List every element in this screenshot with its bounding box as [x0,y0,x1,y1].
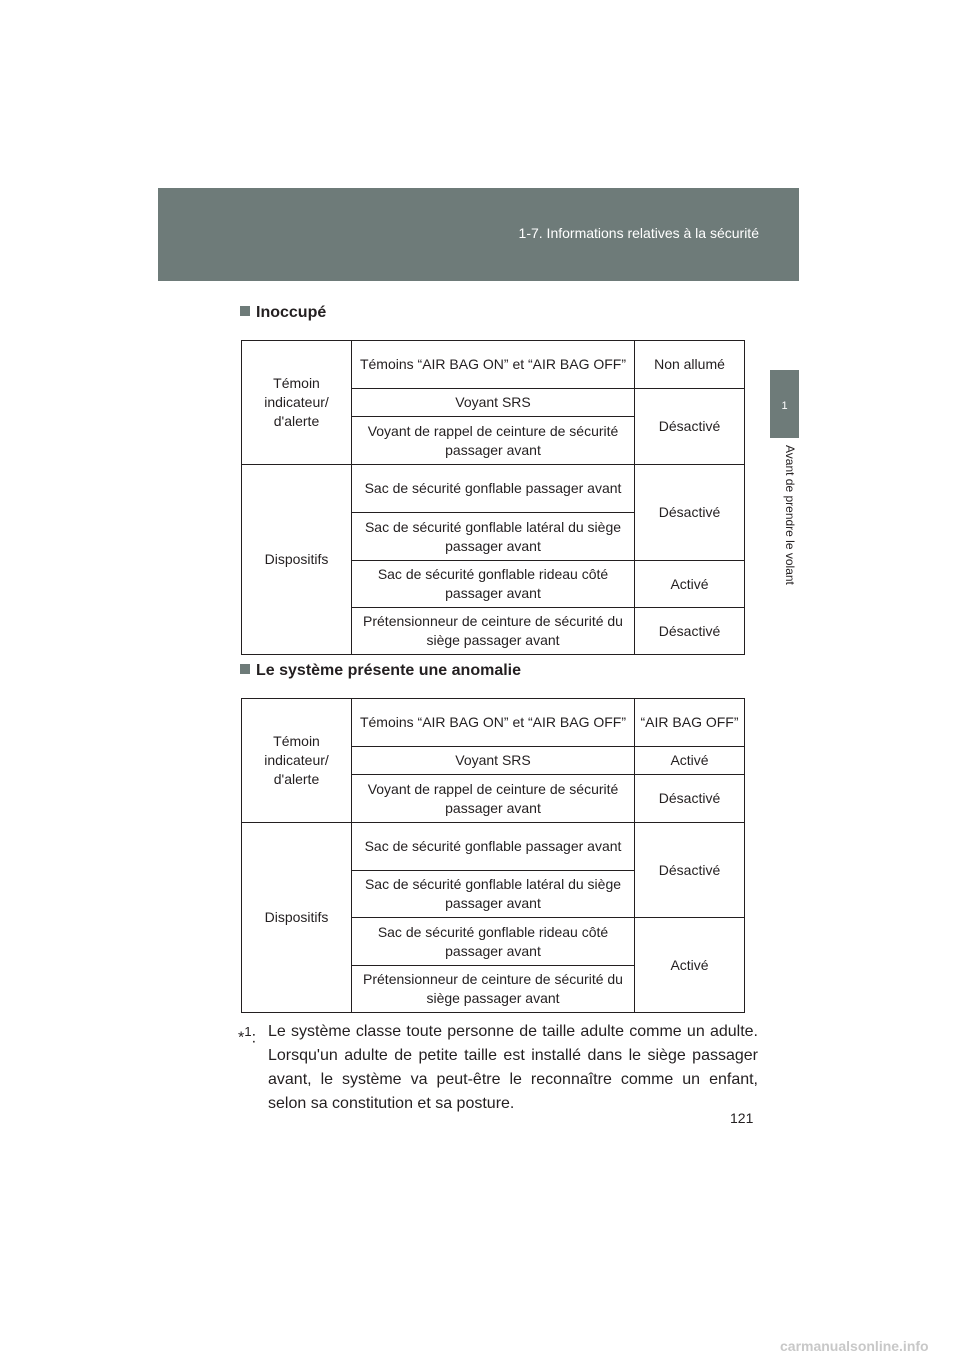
section-title: 1-7. Informations relatives à la sécurité [518,225,759,241]
table-cell-item: Sac de sécurité gonflable rideau côté passager avant [352,561,635,608]
table-cell-item: Témoins “AIR BAG ON” et “AIR BAG OFF” [352,341,635,389]
table-cell-status: Désactivé [635,823,745,918]
chapter-tab [770,370,799,438]
table-cell-status: Désactivé [635,389,745,465]
group-label: Dispositifs [242,465,352,655]
header-band [158,188,799,281]
status-table-inoccupe [241,340,745,655]
heading-text: Inoccupé [256,304,327,321]
square-bullet-icon [240,306,250,316]
table-cell-status: Désactivé [635,775,745,823]
table-cell-item: Voyant de rappel de ceinture de sécurité passager avant [352,417,635,465]
table-cell-item: Sac de sécurité gonflable passager avant [352,823,635,871]
square-bullet-icon [240,664,250,674]
table-cell-item: Sac de sécurité gonflable rideau côté passager avant [352,918,635,966]
table-cell-item: Sac de sécurité gonflable passager avant [352,465,635,513]
table-cell-item: Voyant SRS [352,747,635,775]
table-cell-item: Voyant SRS [352,389,635,417]
section-heading-anomalie [240,662,521,680]
table-cell-item: Sac de sécurité gonflable latéral du siège passager avant [352,513,635,561]
table-cell-status: Désactivé [635,608,745,655]
watermark: carmanualsonline.info [780,1338,929,1354]
group-label: Dispositifs [242,823,352,1013]
chapter-title: Avant de prendre le volant [783,445,797,585]
footnote-marker: *$^1$: [238,1024,257,1047]
section-heading-inoccupe [240,304,326,322]
table-cell-status: Activé [635,918,745,1013]
table-cell-status: “AIR BAG OFF” [635,699,745,747]
footnote-text: Le système classe toute personne de taille adulte comme un adulte. Lorsqu'un adulte de petite taille est installé dans le siège passager avant, le système va peut-être le reconnaître comme un enfant, selon sa constitution et sa posture. [268,1023,758,1112]
status-table-anomalie [241,698,745,1013]
table-cell-item: Sac de sécurité gonflable latéral du siège passager avant [352,871,635,918]
table-cell-item: Prétensionneur de ceinture de sécurité du siège passager avant [352,966,635,1013]
chapter-number: 1 [781,400,788,412]
heading-text: Le système présente une anomalie [256,662,521,679]
table-cell-item: Témoins “AIR BAG ON” et “AIR BAG OFF” [352,699,635,747]
group-label: Témoin indicateur/ d'alerte [242,699,352,823]
table-cell-status: Non allumé [635,341,745,389]
footnote [238,1020,758,1116]
group-label: Témoin indicateur/ d'alerte [242,341,352,465]
table-cell-status: Désactivé [635,465,745,561]
table-cell-status: Activé [635,747,745,775]
table-cell-item: Voyant de rappel de ceinture de sécurité passager avant [352,775,635,823]
page-number: 121 [730,1110,754,1126]
table-cell-item: Prétensionneur de ceinture de sécurité du siège passager avant [352,608,635,655]
table-cell-status: Activé [635,561,745,608]
